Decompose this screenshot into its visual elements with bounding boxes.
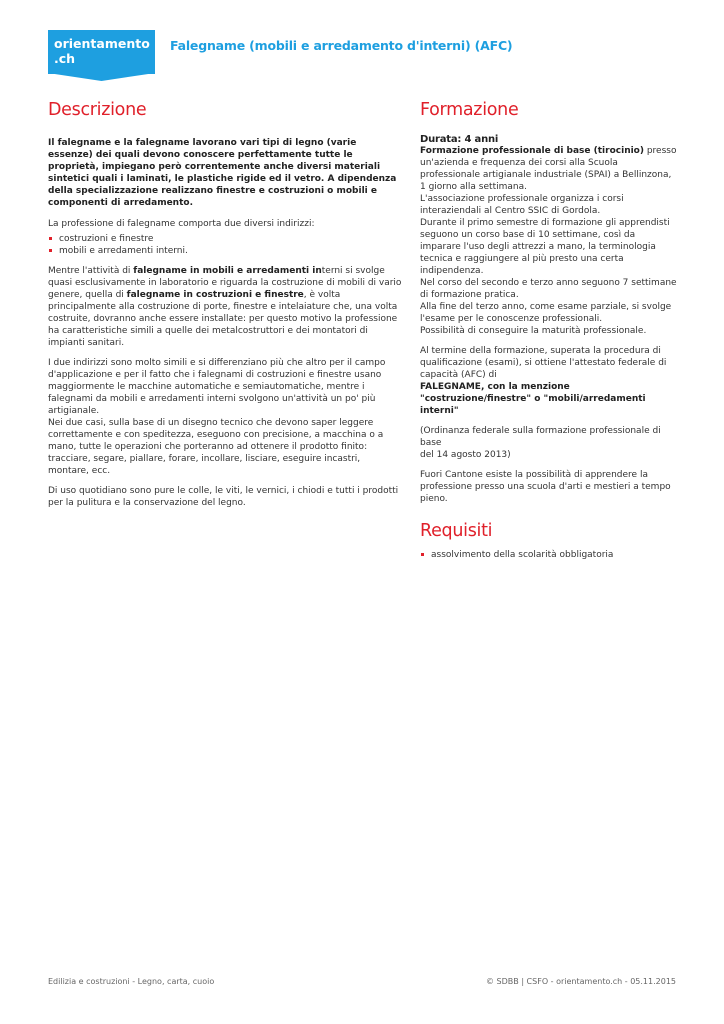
bold-run: Formazione professionale di base (tirocinio)	[420, 146, 644, 156]
attestato-title-1	[420, 381, 678, 393]
formazione-heading: Formazione	[420, 100, 519, 120]
attestato-title-2	[420, 393, 678, 417]
formazione-paragraph-4: Nel corso del secondo e terzo anno seguono 7 settimane di formazione pratica.	[420, 278, 677, 300]
page-title: Falegname (mobili e arredamento d'interni) (AFC)	[170, 38, 513, 53]
termine-paragraph: Al termine della formazione, superata la procedura di qualificazione (esami), si ottiene l'attestato federale di capacità (AFC) di	[420, 346, 667, 380]
logo-line2: .ch	[54, 51, 76, 66]
logo-line1: orientamento	[54, 36, 150, 51]
indirizzi-lead: La professione di falegname comporta due diversi indirizzi:	[48, 219, 315, 229]
bold-run: falegname in costruzioni e finestre	[126, 290, 304, 300]
text-run: , è volta principalmente alla costruzione di porte, finestre e intelaiature che, una volta costruite, dovranno anche essere installate: per questo motivo la professione ha caratteristiche simili a quelle dei metalcostruttori e dei montatori di impianti sanitari.	[48, 290, 398, 348]
formazione-paragraph-1	[420, 145, 678, 193]
footer-copyright: © SDBB | CSFO - orientamento.ch - 05.11.2015	[486, 977, 676, 986]
descrizione-paragraph-5: Di uso quotidiano sono pure le colle, le viti, le vernici, i chiodi e tutti i prodotti per la pulitura e la conservazione del legno.	[48, 486, 399, 508]
formazione-paragraph-2: L'associazione professionale organizza i corsi interaziendali al Centro SSIC di Gordola.	[420, 194, 624, 216]
list-item: costruzioni e finestre	[48, 233, 403, 245]
durata-label: Durata: 4 anni	[420, 134, 499, 145]
requisiti-heading: Requisiti	[420, 521, 493, 541]
formazione-paragraph-3: Durante il primo semestre di formazione gli apprendisti seguono un corso base di 10 settimane, così da imparare l'uso degli attrezzi a mano, la terminologia tecnica e raggiungere al più presto una certa indipendenza.	[420, 218, 670, 276]
descrizione-heading: Descrizione	[48, 100, 147, 120]
ordinanza-line-2: del 14 agosto 2013)	[420, 450, 511, 460]
formazione-section	[420, 100, 678, 561]
indirizzi-list	[48, 233, 403, 257]
descrizione-paragraph-4: Nei due casi, sulla base di un disegno tecnico che devono saper leggere correttamente e con speditezza, eseguono con precisione, a macchina o a mano, tutte le operazioni che porteranno ad ottenere il prodotto finito: tracciare, segare, piallare, forare, incollare, lisciare, eseguire incastri, montare, ecc.	[48, 418, 384, 476]
descrizione-paragraph-2	[48, 265, 403, 349]
fuori-cantone-paragraph: Fuori Cantone esiste la possibilità di apprendere la professione presso una scuola d'arti e mestieri a tempo pieno.	[420, 470, 671, 504]
descrizione-intro: Il falegname e la falegname lavorano vari tipi di legno (varie essenze) dei quali devono conoscere perfettamente tutte le proprietà, impiegano però correntemente anche diversi materiali sintetici quali i laminati, le plastiche rigide ed il vetro. A dipendenza della specializzazione realizzano finestre e costruzioni o mobili e componenti di arredamento.	[48, 138, 397, 208]
text-run: presso un'azienda e frequenza dei corsi alla Scuola professionale artigianale industriale (SPAI) a Bellinzona, 1 giorno alla settimana.	[420, 146, 677, 192]
bold-run: FALEGNAME, con la menzione	[420, 382, 570, 392]
logo[interactable]	[48, 30, 155, 74]
requisiti-list	[420, 549, 678, 561]
text-run: terni si svolge quasi esclusivamente in laboratorio e riguarda la costruzione di mobili di vario genere, quella di	[48, 266, 402, 300]
list-item: mobili e arredamenti interni.	[48, 245, 403, 257]
ordinanza-line-1: (Ordinanza federale sulla formazione professionale di base	[420, 426, 661, 448]
bold-run: "costruzione/finestre" o "mobili/arredamenti interni"	[420, 394, 646, 416]
formazione-paragraph-6: Possibilità di conseguire la maturità professionale.	[420, 326, 647, 336]
descrizione-section	[48, 100, 403, 509]
formazione-paragraph-5: Alla fine del terzo anno, come esame parziale, si svolge l'esame per le conoscenze professionali.	[420, 302, 672, 324]
bold-run: falegname in mobili e arredamenti in	[133, 266, 322, 276]
descrizione-paragraph-3: I due indirizzi sono molto simili e si differenziano più che altro per il campo d'applicazione e per il fatto che i falegnami di costruzioni e finestre usano maggiormente le macchine automatiche e semiautomatiche, mentre i falegnami da mobili e arredamenti interni svolgono un'attività un po' più artigianale.	[48, 358, 386, 416]
logo-arrow	[48, 73, 155, 83]
footer-category: Edilizia e costruzioni - Legno, carta, cuoio	[48, 977, 215, 986]
text-run: Mentre l'attività di	[48, 266, 134, 276]
list-item: assolvimento della scolarità obbligatoria	[420, 549, 678, 561]
